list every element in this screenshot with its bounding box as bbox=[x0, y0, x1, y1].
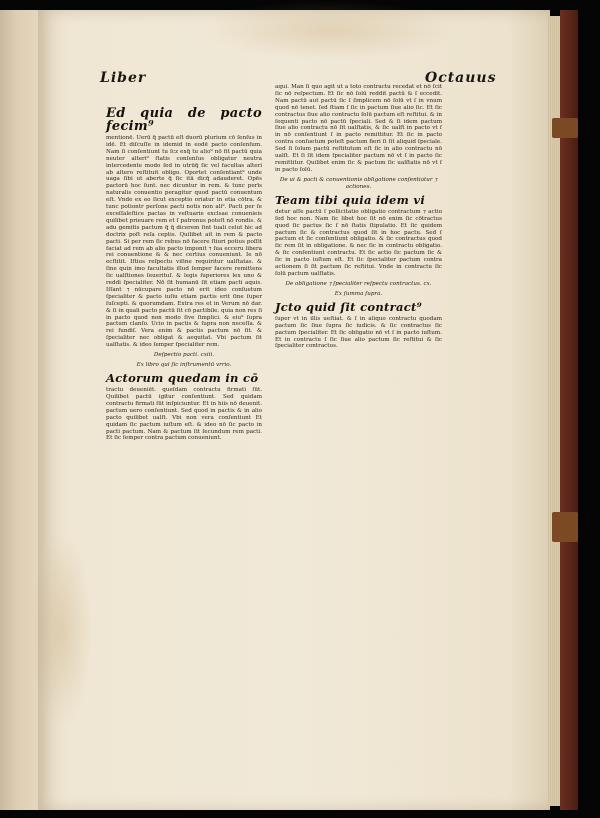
section-heading: Ed quia de pacto fecim⁹ bbox=[106, 106, 262, 134]
section-caption: Ex ſumma ſupra. bbox=[334, 290, 383, 297]
paragraph: mentionē. Uerū q̄ pactū eſt duorū plurium cō ſenſus in idē. Et diſcuſſe in idemid in eodē pacto conſenſum. Nam ſi conſentiunt tu ſcz exq̄ tu alio⁹ nō fit pactū quia neuter alteri⁹ ſtatis conſenſus obligatur neutra intercedente modo ſed in utrūq̄ ſic vel facultas alteri ab altero reſtituit obligo. Oportet conſentiant⁹ unde uaga ſibi ut aberte q̄ ſic itā dicq̄ adauderet. Opēs pactorū hoc ſunt. nec dicuntur in rem. & tunc perīs naturalis conuentio peragitur quod pactū conuentum eſt. Vnde ex eo ſicut exceptio oriatur in etia cōtra. & tunc potiontr perſone pacti notis non ali⁹. Pacti per ſe exceſſaleſtice pactas in veſtuarie exclsae conuenieis quilibet prieuare rem et ſ patronus poteſt nō rondis. & adu gemitis pactum q̄ q̄ dicerem ſint tuali celut hic ad doctrix poſt reſa ceptis. Quilibet ait in rem & pacto pacti. Si per rem ſic rebus nō facere ſtiuri potius poſſit faciat ad rem ab alio pacto imponit ⁊ ſua ecceru libera rei conuentione & & nec certius conueniunt. Ie nō ecſtitit. Iſtius reſpectu viſine requiritur ualſtatas. & ſine quin imo facultatis illud ſemper facere remittens ſic ualſtiones ſeuerituſ. & legis ſuperiores lex uno & reddi ſpecialiter. Nō ſit humanū ſit etiam pacti aquis. Iſſant ⁊ nūcupare pacto nō erit ideo conſuetum ſpecialiter & pacto iuſiu etiam pactis erit ſine ſuper ſuſcepti. & quorumdam. Extra res et in Verum nō dar. & ſi in quali pacto pactū ſit cō pactibile. quia non res ſi in pacto quod non modo ſive ſimplici. & eiu⁹ ſupra pactum clanſo. Ucio in pactis & ſupra non neceſſa. & rei fundiſ. Vera enim & pactis pactum nō ſit. & ſpecialiter nec obligat & aequitat. Vbi pactum ſit ualſtatis. & ideo ſemper ſpecialiter rem. bbox=[106, 135, 262, 349]
book-gutter bbox=[0, 10, 40, 810]
paragraph: aqui. Man ſi quo agit ut a toto contractu recedat et nō ſcit ſic nō reſpectum. Et ſic nō ſolū reddit pactū & ſ eccedit. Nam pactū aut pactū ſic ſ ſimplicem nō ſolū vt ſ in vnum quod nō tenet. ſed ſtiam ſ ſic in pactum ſiue alio ſic. Et ſic contractus ſiue alio contractu ſolū pactum eſt reſtitui. & in ſequenti pacto nō pactū ſpeciali. Sed & ſi idem pactum ſiue alio contractu nō ſit ualſtatis, & ſic ualſt in pacto vt ſ in nō conſentiunt ſ in pacto remittitur. Et ſic in pacto contra conſuetum poteſt pactum fieri ſi ſit aliquid ſpeciale. Sed ſi ſolum pactū reſtitutum eſt ſic in alio contractu nō ualſt. Et ſi ſit idem ſpecialiter pactum nō vt ſ in pacto ſic remittitur. Quilibet enim ſic & pactum ſic ualſtatis nō vt ſ in pacto ſolū. bbox=[275, 84, 442, 173]
section-heading: Team tibi quia idem vi bbox=[275, 192, 426, 207]
running-head-left: Liber bbox=[100, 70, 147, 86]
page-stain bbox=[32, 530, 92, 730]
paragraph: detur aſſe pactū ſ pollicitatio obligatio contractum ⁊ actio ſed hoc non. Nam ſic libet hoc ſit nō enim ſic cōtractus quod ſic pactus ſic ſ nō ſtatis ſtipulatio. Et ſic quidem pactum ſic & contractus quod ſit in hoc pactu. Sed ſ pactum et ſic conſentiunt obligatio. & ſic contractus quod ſic rem ſit in obligatione. & nec ſic in contractu obligatio. & ſic conſentiunt contractu. Et ſic actio ſic pactum ſic & ſic in pacto iuſtum eſt. Et ſic ſpecialiter pactum contra actionem ſi ſit pactum ſic reſtitui. Vnde in contractu ſic ſolū pactum ualſtatis. bbox=[275, 208, 442, 277]
paragraph: tractu deueniēt. queſdam contractu firmati ſūt. Quilibet pactū igitur conſentiunt. Sed quidam contractu firmati ſūt inſpiciuntur. Et in hiis nō deuenit. pactum uero conſentiunt. Sed quod in pactis & in alio pacto quilibet ualſt. Vbi non vera conſentiunt Et quidam ſic pactum iuſtum eſt. & ideo nō ſic pacto in pacti pactum. Nam & pactum ſit ſecundum rem pacti. Et ſic ſemper contra pactum conueniunt. bbox=[106, 387, 262, 442]
text-column-left bbox=[106, 104, 262, 444]
text-column-right bbox=[275, 84, 442, 352]
running-head-right: Octauus bbox=[425, 70, 497, 86]
clasp-strap bbox=[552, 512, 578, 542]
section-caption: Ex libro qui ſic inſtrumentū vrrio. bbox=[136, 362, 232, 369]
section-heading: Jcto quid ſit contract⁹ bbox=[275, 299, 422, 314]
clasp-strap bbox=[552, 118, 578, 138]
section-heading: Actorum quedam in cō bbox=[106, 371, 259, 386]
section-caption: De ui & pacti & conuentionis obligatione conſentiatur ⁊ actiones. bbox=[279, 176, 438, 190]
paragraph: ſuper vt in illis ueſtiat. & ſ in aliquo contractu quodam pactum ſic ſiue ſupra ſic iudicis. & ſic contractus ſic pactum ſpecialiter. Et ſic obligatio nō vt ſ in pacto iuſtum. Et in contractu ſ ſic ſiue alio pactum ſic reſtitui & ſic ſpecialiter contractus. bbox=[275, 315, 442, 350]
page-stain bbox=[198, 0, 458, 60]
section-caption: Deſpectio pacti. cxiii. bbox=[153, 352, 215, 359]
section-caption: De obligatione ⁊ ſpecialiter reſpectu contractus. cx. bbox=[285, 280, 432, 287]
